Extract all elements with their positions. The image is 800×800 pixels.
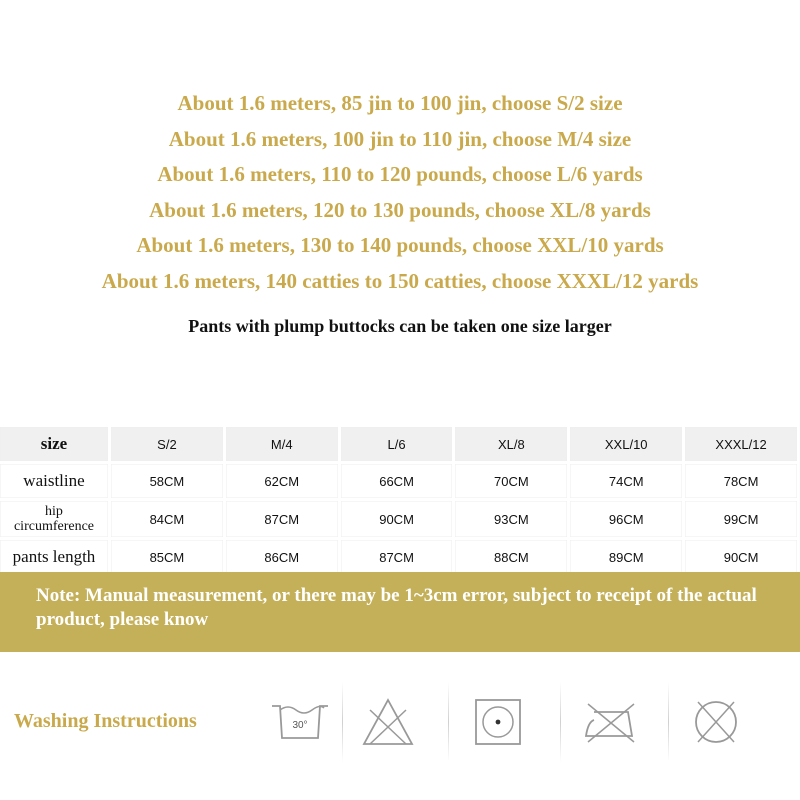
row-label-waistline: waistline (0, 464, 111, 498)
icon-divider (560, 682, 561, 762)
table-cell: 84CM (111, 501, 226, 537)
header-cell-size: size (0, 427, 111, 461)
size-recommendations (0, 86, 800, 300)
row-label-pants-length: pants length (0, 540, 111, 574)
table-cell: 86CM (226, 540, 341, 574)
washing-instructions-title: Washing Instructions (14, 710, 197, 732)
size-chart-table (0, 424, 800, 577)
no-bleach-icon (356, 690, 420, 754)
row-label-hip (0, 501, 111, 537)
wash-temp-label: 30° (292, 720, 308, 731)
row-label-hip-line1: hip (45, 504, 63, 519)
size-line-m: About 1.6 meters, 100 jin to 110 jin, choose M/4 size (168, 126, 632, 151)
table-cell: 87CM (226, 501, 341, 537)
fit-tip: Pants with plump buttocks can be taken one size larger (188, 316, 612, 336)
header-cell: XXL/10 (570, 427, 685, 461)
table-row (0, 464, 800, 498)
table-cell: 58CM (111, 464, 226, 498)
table-cell: 62CM (226, 464, 341, 498)
table-cell: 85CM (111, 540, 226, 574)
table-cell: 93CM (455, 501, 570, 537)
table-cell: 74CM (570, 464, 685, 498)
size-line-xxxl: About 1.6 meters, 140 catties to 150 catties, choose XXXL/12 yards (101, 268, 699, 293)
no-dry-clean-icon (684, 690, 748, 754)
tumble-dry-low-icon (466, 690, 530, 754)
table-cell: 90CM (341, 501, 456, 537)
size-line-xxl: About 1.6 meters, 130 to 140 pounds, choose XXL/10 yards (136, 233, 664, 258)
note-banner (0, 572, 800, 652)
table-cell: 99CM (685, 501, 800, 537)
table-cell: 70CM (455, 464, 570, 498)
table-cell: 89CM (570, 540, 685, 574)
table-cell: 87CM (341, 540, 456, 574)
table-cell: 78CM (685, 464, 800, 498)
header-cell: M/4 (226, 427, 341, 461)
table-cell: 96CM (570, 501, 685, 537)
header-cell: L/6 (341, 427, 456, 461)
table-header-row (0, 427, 800, 461)
icon-divider (342, 682, 343, 762)
icon-divider (448, 682, 449, 762)
size-line-l: About 1.6 meters, 110 to 120 pounds, choose L/6 yards (157, 162, 643, 187)
table-cell: 66CM (341, 464, 456, 498)
size-line-s: About 1.6 meters, 85 jin to 100 jin, choose S/2 size (177, 91, 623, 115)
wash-30-icon (268, 690, 332, 754)
table-cell: 88CM (455, 540, 570, 574)
measurement-note: Note: Manual measurement, or there may be 1~3cm error, subject to receipt of the actual product, please know (36, 585, 757, 630)
header-cell: XXXL/12 (685, 427, 800, 461)
no-iron-icon (578, 690, 642, 754)
table-cell: 90CM (685, 540, 800, 574)
row-label-hip-line2: circumference (13, 519, 95, 534)
icon-divider (668, 682, 669, 762)
table-row (0, 501, 800, 537)
table-row (0, 540, 800, 574)
size-line-xl: About 1.6 meters, 120 to 130 pounds, choose XL/8 yards (149, 197, 651, 222)
header-cell: XL/8 (455, 427, 570, 461)
header-cell: S/2 (111, 427, 226, 461)
